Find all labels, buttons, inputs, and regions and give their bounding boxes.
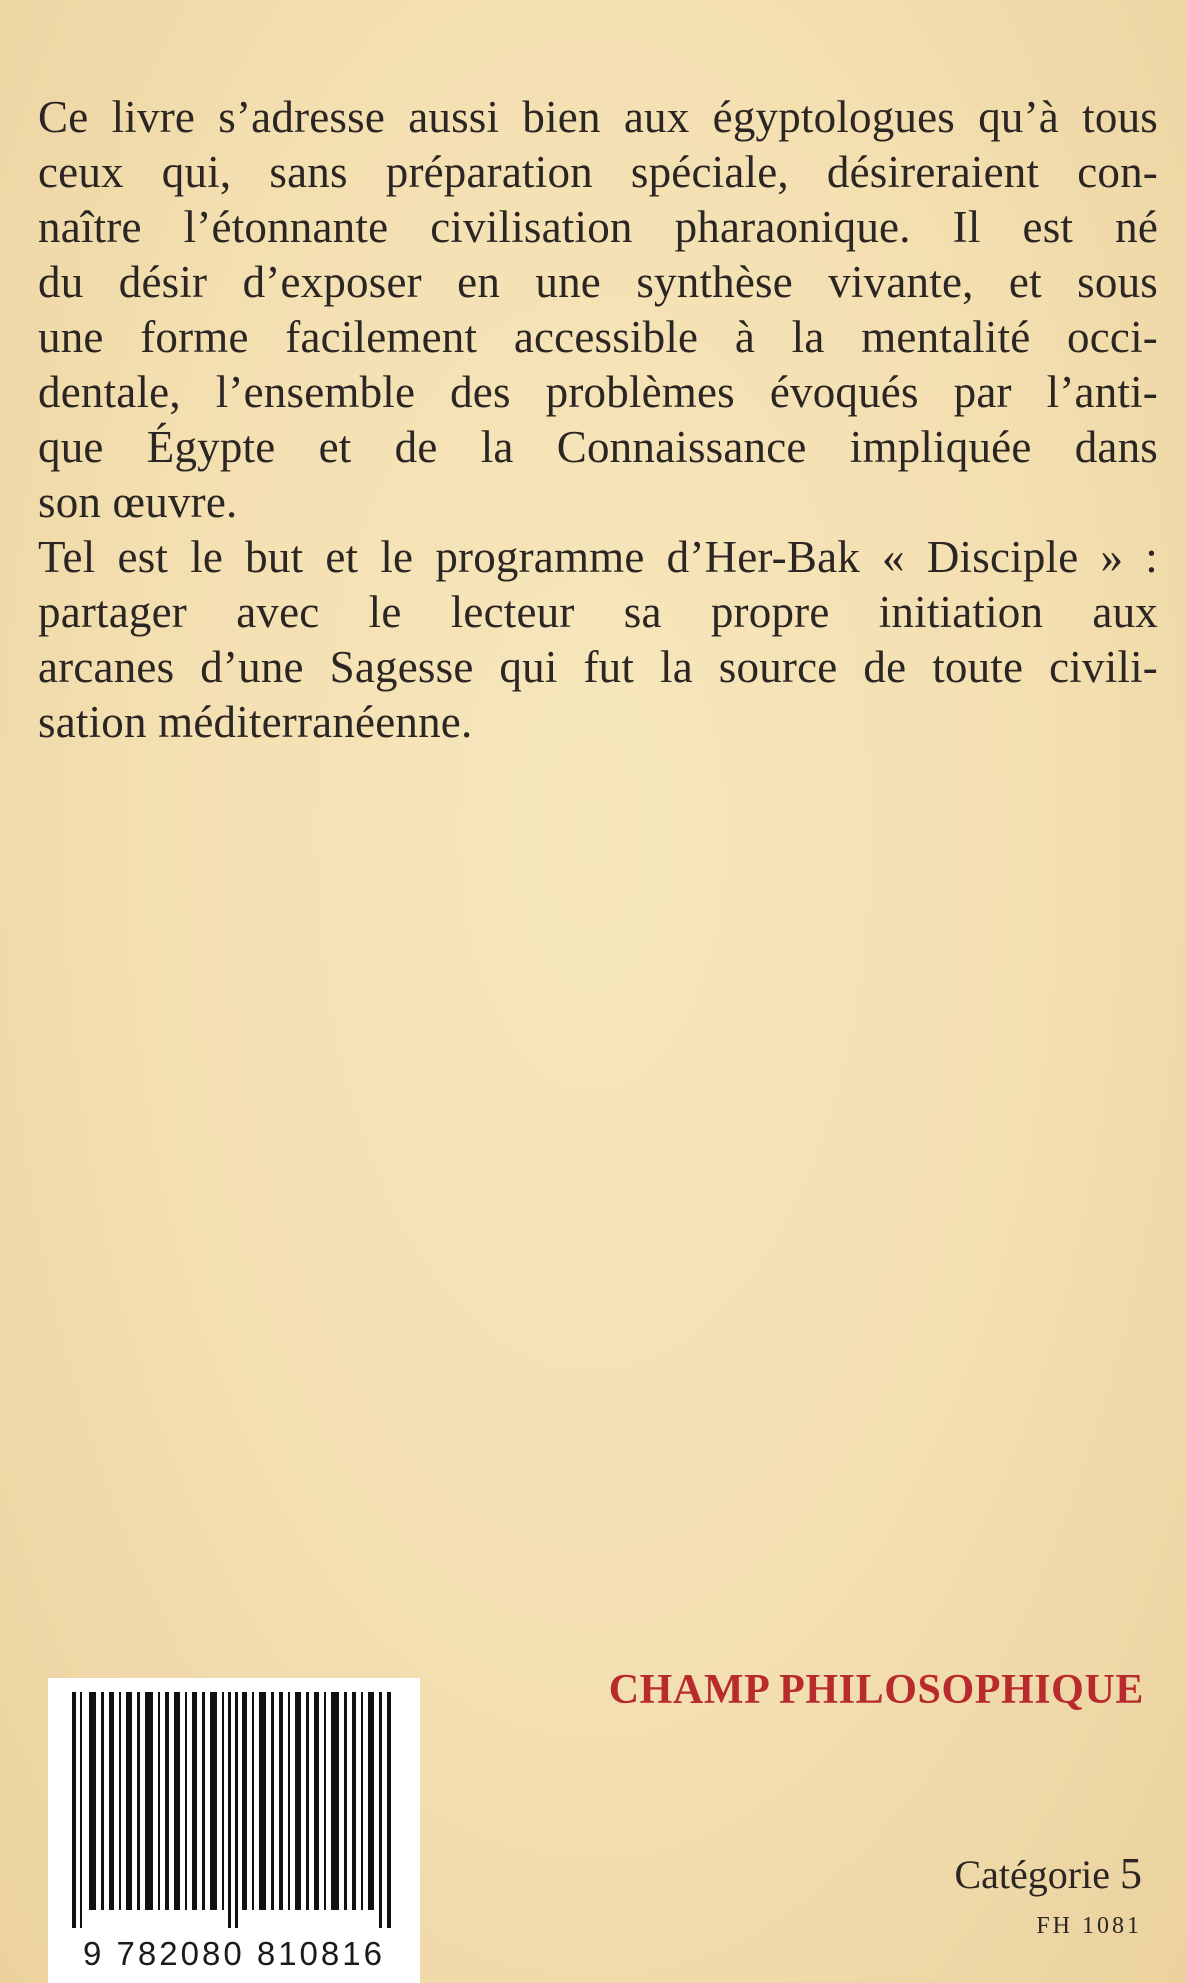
blurb-line: son œuvre.: [38, 477, 238, 527]
blurb-line: arcanes d’une Sagesse qui fut la source de toute civili-: [38, 642, 1158, 692]
blurb-line: Tel est le but et le programme d’Her-Bak « Disciple » :: [38, 532, 1158, 582]
blurb-line: Ce livre s’adresse aussi bien aux égyptologues qu’à tous: [38, 92, 1158, 142]
series-title: CHAMP PHILOSOPHIQUE: [608, 1667, 1144, 1713]
blurb-line: que Égypte et de la Connaissance impliquée dans: [38, 422, 1158, 472]
blurb-line: partager avec le lecteur sa propre initiation aux: [38, 587, 1158, 637]
barcode: [48, 1678, 420, 1983]
blurb-line: naître l’étonnante civilisation pharaonique. Il est né: [38, 202, 1158, 252]
blurb-line: dentale, l’ensemble des problèmes évoqués par l’anti-: [38, 367, 1158, 417]
category: [955, 1848, 1143, 1899]
blurb-line: sation méditerranéenne.: [38, 697, 473, 747]
blurb-line: du désir d’exposer en une synthèse vivante, et sous: [38, 257, 1158, 307]
barcode-number: 9 782080 810816: [83, 1935, 385, 1972]
category-label: Catégorie: [954, 1852, 1110, 1897]
category-number: 5: [1120, 1849, 1142, 1898]
blurb-line: ceux qui, sans préparation spéciale, désireraient con-: [38, 147, 1158, 197]
catalog-code: FH 1081: [1036, 1913, 1142, 1939]
blurb: [38, 90, 1158, 750]
blurb-line: une forme facilement accessible à la mentalité occi-: [38, 312, 1158, 362]
barcode-bars-icon: [66, 1692, 400, 1928]
